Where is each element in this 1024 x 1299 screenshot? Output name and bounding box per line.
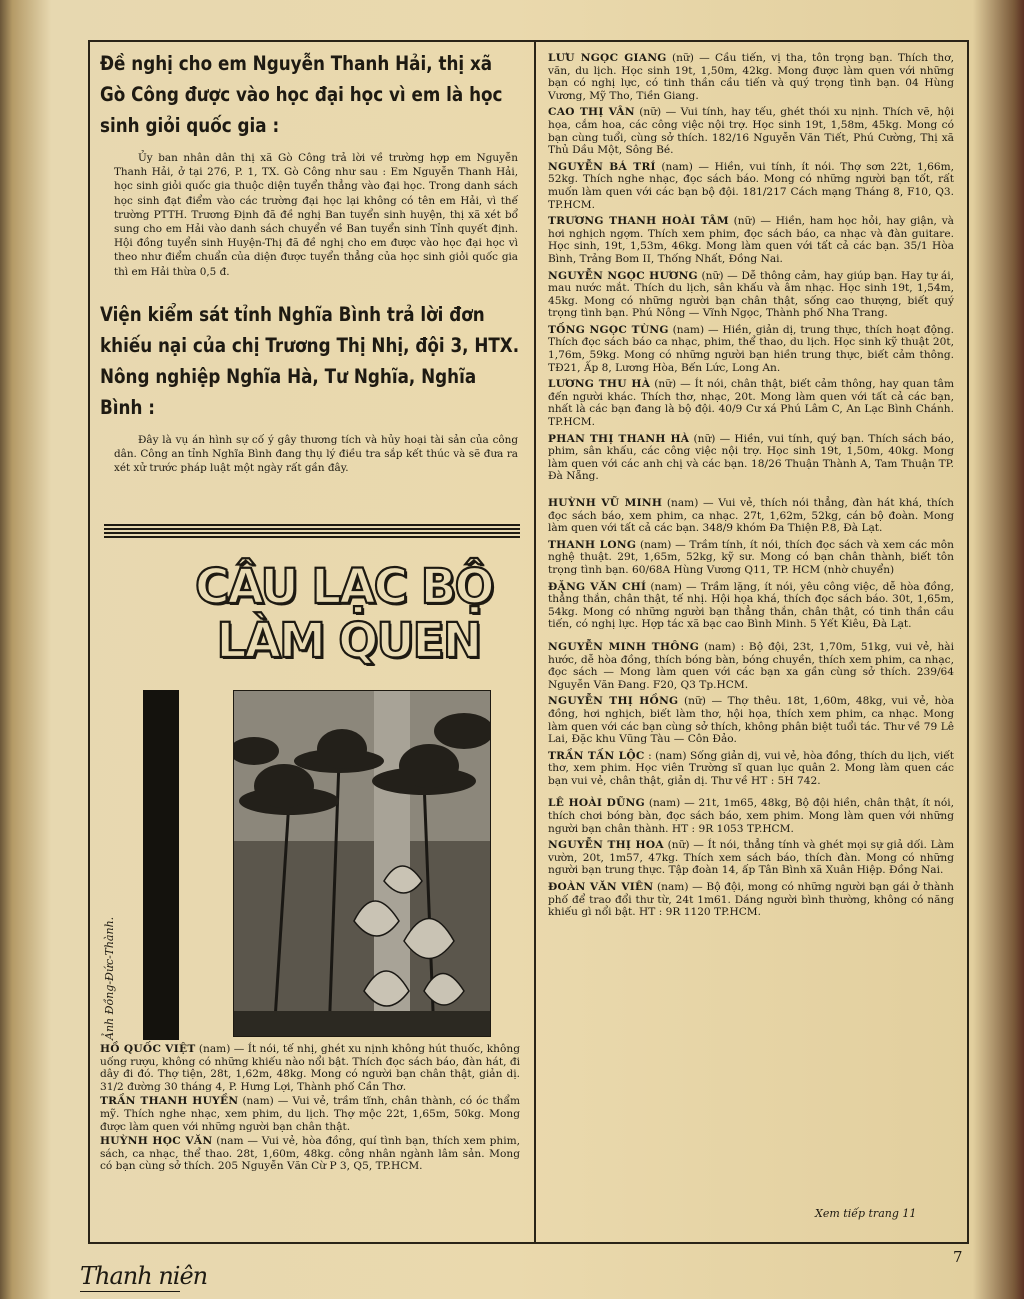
left-personals-list: [100, 1043, 520, 1175]
section-rule: [104, 524, 520, 538]
personal-entry: NGUYỄN THỊ HỒNG (nữ) — Thợ thêu. 18t, 1,60m, 48kg, vui vẻ, hòa đồng, hơi nghịch, biết làm thơ, hội họa, thích xem phim, ca nhạc. Mong làm quen với các bạn cùng sở thích, không phân biệt tuổi tác. Thư về 79 Lê Lai, Đặc khu Vũng Tàu — Côn Đảo.: [548, 695, 955, 746]
personal-entry: CAO THỊ VÂN (nữ) — Vui tính, hay tếu, ghét thói xu nịnh. Thích vẽ, hội họa, cắm hoa, các công việc nội trợ. Học sinh 19t, 1,58m, 45kg. Mong có bạn cùng tuổi, cùng sở thích. 182/16 Nguyễn Văn Tiết, Phú Cường, Thị xã Thủ Dầu Một, Sông Bé.: [548, 106, 955, 157]
personal-entry: HUỲNH VŨ MINH (nam) — Vui vẻ, thích nói thẳng, đàn hát khá, thích đọc sách báo, xem phim, ca nhạc. 27t, 1,62m, 52kg, cán bộ đoàn. Mong làm quen với tất cả các bạn. 348/9 khóm Đa Thiện P.8, Đà Lạt.: [548, 497, 954, 535]
personal-entry: TỐNG NGỌC TÙNG (nam) — Hiền, giản dị, trung thực, thích hoạt động. Thích đọc sách báo ca nhạc, phim, thể thao, du lịch. Học sinh kỹ thuật 20t, 1,76m, 59kg. Mong có những người bạn hiền trung thực, biết cảm thông. TĐ21, Ấp 8, Lương Hòa, Bến Lức, Long An.: [548, 323, 954, 374]
article1-body: Ủy ban nhân dân thị xã Gò Công trả lời về trường hợp em Nguyễn Thanh Hải, ở tại 276, P. 1, TX. Gò Công như sau : Em Nguyễn Thanh Hải, học sinh giỏi quốc gia thuộc diện tuyển thẳng vào đại học. Trong danh sách học sinh đạt điểm vào các trường đại học lại không có tên em Hải, vì thế trường PTTH. Trương Định đã đề nghị Ban tuyển sinh huyện, thị xã xét bổ sung cho em Hải vào danh sách chuyển về Ban tuyển sinh Tỉnh quyết định. Hội đồng tuyển sinh Huyện-Thị đã đề nghị cho em được vào học đại học vì theo như điểm chuẩn của diện được tuyển thẳng của học sinh giỏi quốc gia thì em Hải thừa 0,5 đ.: [114, 152, 518, 278]
club-logo-line2: LÀM QUEN: [216, 613, 481, 669]
left-column-articles: [100, 48, 524, 475]
continued-note: Xem tiếp trang 11: [815, 1207, 917, 1220]
page-number: 7: [953, 1248, 963, 1266]
decorative-black-bar: [143, 690, 179, 1040]
personal-entry: NGUYỄN NGỌC HƯƠNG (nữ) — Dễ thông cảm, hay giúp bạn. Hay tự ái, mau nước mắt. Thích du lịch, sân khấu và âm nhạc. Học sinh 19t, 1,54m, 45kg. Mong có những người bạn chân thật, sống cao thượng, biết quý trọng tình bạn. Phú Nông — Vĩnh Ngọc, Thành phố Nha Trang.: [548, 269, 954, 320]
personal-entry: THANH LONG (nam) — Trầm tính, ít nói, thích đọc sách và xem các môn nghệ thuật. 29t, 1,65m, 52kg, kỹ sư. Mong có bạn chân thành, biết tôn trọng tình bạn. 60/68A Hùng Vương Q11, TP. HCM (nhờ chuyển): [548, 538, 955, 576]
article2-body: Đây là vụ án hình sự cố ý gây thương tích và hủy hoại tài sản của công dân. Công an tỉnh Nghĩa Bình đang thụ lý điều tra sắp kết thúc và sẽ đưa ra xét xử trước pháp luật một ngày rất gần đây.: [114, 433, 518, 475]
column-divider: [534, 40, 536, 1242]
personal-entry: TRẦN THANH HUYỀN (nam) — Vui vẻ, trầm tĩnh, chân thành, có óc thẩm mỹ. Thích nghe nhạc, xem phim, du lịch. Thợ mộc 22t, 1,65m, 50kg. Mong được làm quen với những người bạn chân thật.: [100, 1095, 520, 1133]
personal-entry: NGUYỄN THỊ HOA (nữ) — Ít nói, thẳng tính và ghét mọi sự giả dối. Làm vườn, 20t, 1m57, 47kg. Thích xem sách báo, thích đàn. Mong có những người bạn trung thực. Tập đoàn 14, ấp Tân Bình xã Xuân Hiệp. Đồng Nai.: [548, 839, 954, 877]
personal-entry: HỒ QUỐC VIỆT (nam) — Ít nói, tế nhị, ghét xu nịnh không hút thuốc, không uống rượu, không có những khiếu nào nổi bật. Thích đọc sách báo, đàn hát, đi dây đi đó. Thợ tiện, 28t, 1,62m, 48kg. Mong có người bạn chân thật, giản dị. 31/2 đường 30 tháng 4, P. Hưng Lợi, Thành phố Cần Thơ.: [100, 1043, 520, 1093]
brand-underline: [80, 1291, 180, 1292]
club-logo-line1: CÂU LẠC BỘ: [195, 559, 493, 615]
personal-entry: TRẦN TẤN LỘC : (nam) Sống giản dị, vui vẻ, hòa đồng, thích du lịch, viết thơ, xem phim. Học viên Trường sĩ quan lục quân 2. Mong làm quen các bạn vui vẻ, chân thật, giản dị. Thư về HT : 5H 742.: [548, 749, 954, 787]
club-logo: [195, 560, 495, 668]
article2-title: Viện kiểm sát tỉnh Nghĩa Bình trả lời đơn khiếu nại của chị Trương Thị Nhị, đội 3, HTX. Nông nghiệp Nghĩa Hà, Tư Nghĩa, Nghĩa Bình :: [100, 302, 520, 419]
photo-caption: Ảnh Đồng-Đức-Thành.: [103, 916, 116, 1040]
personal-entry: LƯƠNG THU HÀ (nữ) — Ít nói, chân thật, biết cảm thông, hay quan tâm đến người khác. Thích thơ, nhạc, 20t. Mong làm quen với tất cả các bạn, nhất là các bạn đang là bộ đội. 40/9 Cư xá Phú Lâm C, An Lạc Bình Chánh. TP.HCM.: [548, 378, 954, 429]
palm-photo-illustration: [234, 691, 490, 1036]
right-personals-list: [548, 52, 954, 923]
personal-entry: ĐẶNG VĂN CHÍ (nam) — Trầm lặng, ít nói, yêu công việc, dễ hòa đồng, thẳng thắn, chân thật, tế nhị. Hội họa khá, thích đọc sách báo. 30t, 1,65m, 54kg. Mong có những người bạn thẳng thắn, chân thật, có tinh thần cầu tiến, có nghị lực. Hợp tác xã bạc cao Bình Minh. 5 Yết Kiêu, Đà Lạt.: [548, 580, 954, 631]
personal-entry: LƯU NGỌC GIANG (nữ) — Cầu tiến, vị tha, tôn trọng bạn. Thích thơ, văn, du lịch. Học sinh 19t, 1,50m, 42kg. Mong được làm quen với những bạn có nghị lực, có tinh thần cầu tiến và quý trọng tình bạn. 04 Hùng Vương, Mỹ Tho, Tiền Giang.: [548, 52, 954, 102]
personal-entry: NGUYỄN MINH THÔNG (nam) : Bộ đội, 23t, 1,70m, 51kg, vui vẻ, hài hước, dễ hòa đồng, thích bóng bàn, bóng chuyền, thích xem phim, ca nhạc, đọc sách — Mong làm quen với các bạn xa gần cùng sở thích. 239/64 Nguyễn Văn Đang. F20, Q3 Tp.HCM.: [548, 640, 955, 691]
personal-entry: NGUYỄN BÁ TRÍ (nam) — Hiền, vui tính, ít nói. Thợ sơn 22t, 1,66m, 52kg. Thích nghe nhạc, đọc sách báo. Mong có những người bạn tốt, rất muốn làm quen với các bạn bộ đội. 181/217 Cách mạng Tháng 8, F10, Q3. TP.HCM.: [548, 160, 954, 211]
article1-title: Đề nghị cho em Nguyễn Thanh Hải, thị xã Gò Công được vào học đại học vì em là học sinh giỏi quốc gia :: [100, 52, 503, 137]
personal-entry: LÊ HOÀI DŨNG (nam) — 21t, 1m65, 48kg, Bộ đội hiền, chân thật, ít nói, thích chơi bóng bàn, đọc sách báo, xem phim. Mong làm quen với những người bạn chân thành. HT : 9R 1053 TP.HCM.: [548, 797, 954, 835]
personal-entry: HUỲNH HỌC VĂN (nam — Vui vẻ, hòa đồng, quí tình bạn, thích xem phim, sách, ca nhạc, thể thao. 28t, 1,60m, 48kg. công nhân ngành lâm sản. Mong có bạn cùng sở thích. 205 Nguyễn Văn Cừ P 3, Q5, TP.HCM.: [100, 1135, 520, 1173]
magazine-brand: Thanh niên: [80, 1262, 208, 1290]
palm-tree-photo: [233, 690, 491, 1037]
personal-entry: ĐOÀN VĂN VIÊN (nam) — Bộ đội, mong có những người bạn gái ở thành phố để trao đổi thư từ, 24t 1m61. Dáng người bình thường, không có năng khiếu gì nổi bật. HT : 9R 1120 TP.HCM.: [548, 881, 954, 919]
personal-entry: PHAN THỊ THANH HÀ (nữ) — Hiền, vui tính, quý bạn. Thích sách báo, phim, sân khấu, các công việc nội trợ. Học sinh 19t, 1,50m, 40kg. Mong làm quen với các anh chị và các bạn. 18/26 Thuận Thành A, Tam Thuận TP. Đà Nẵng.: [548, 432, 954, 483]
personal-entry: TRƯƠNG THANH HOÀI TÂM (nữ) — Hiền, ham học hỏi, hay giận, và hơi nghịch ngợm. Thích xem phim, đọc sách báo, ca nhạc và đàn guitare. Học sinh, 19t, 1,53m, 46kg. Mong làm quen với tất cả các bạn. 35/1 Hòa Bình, Trảng Bom II, Thống Nhất, Đồng Nai.: [548, 215, 954, 265]
